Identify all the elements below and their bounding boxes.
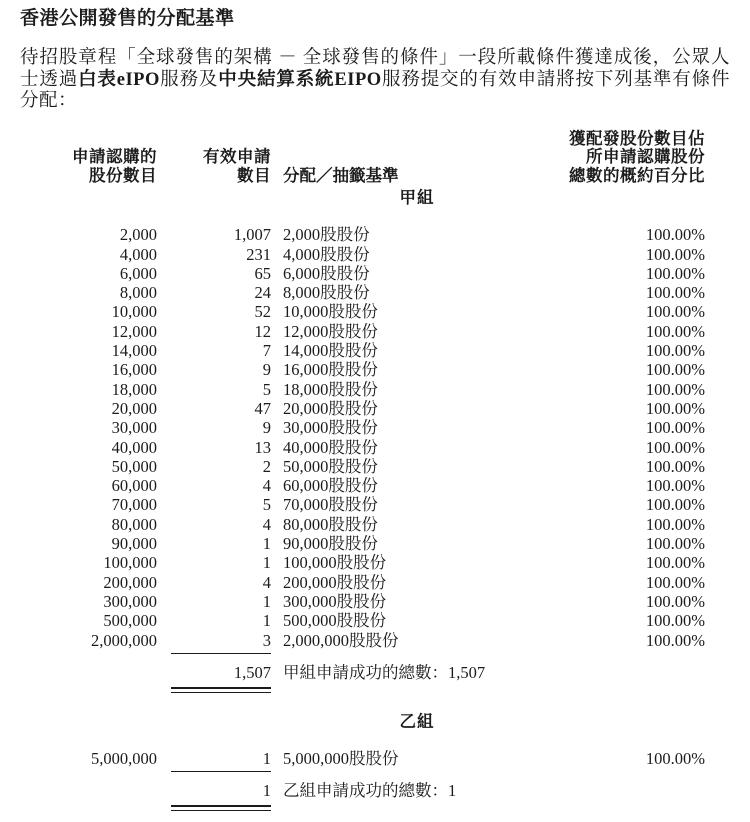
cell-valid-applications: 1	[262, 611, 271, 631]
table-row	[20, 322, 705, 341]
group-b-heading	[20, 712, 705, 731]
cell-valid-applications: 24	[254, 283, 271, 303]
cell-basis: 18,000股股份	[283, 379, 378, 399]
table-row	[20, 302, 705, 321]
intro-text-post: 服務提交的有效申請將按下列基準有條件分配：	[20, 69, 730, 111]
cell-shares-applied: 18,000	[111, 379, 157, 399]
cell-basis: 90,000股股份	[283, 534, 378, 554]
cell-basis: 60,000股股份	[283, 476, 378, 496]
cell-shares-applied: 50,000	[111, 456, 157, 476]
cell-basis: 40,000股股份	[283, 437, 378, 457]
cell-percentage: 100.00%	[645, 553, 705, 573]
cell-percentage: 100.00%	[645, 398, 705, 418]
cell-percentage: 100.00%	[645, 418, 705, 438]
cell-percentage: 100.00%	[645, 534, 705, 554]
cell-shares-applied: 14,000	[111, 341, 157, 361]
cell-basis: 200,000股股份	[283, 572, 387, 592]
table-row	[20, 399, 705, 418]
table-row	[20, 495, 705, 514]
cell-percentage: 100.00%	[645, 283, 705, 303]
table-row	[20, 380, 705, 399]
cell-basis: 50,000股股份	[283, 456, 378, 476]
cell-shares-applied: 12,000	[111, 321, 157, 341]
group-b-total-count: 1	[262, 780, 271, 800]
cell-valid-applications: 1	[262, 748, 271, 768]
cell-valid-applications: 1	[262, 591, 271, 611]
cell-valid-applications: 1	[262, 553, 271, 573]
cell-percentage: 100.00%	[645, 341, 705, 361]
table-row	[20, 438, 705, 457]
table-row	[20, 592, 705, 611]
cell-percentage: 100.00%	[645, 437, 705, 457]
cell-shares-applied: 90,000	[111, 534, 157, 554]
cell-valid-applications: 65	[254, 263, 271, 283]
cell-shares-applied: 80,000	[111, 514, 157, 534]
cell-valid-applications: 4	[262, 476, 271, 496]
cell-shares-applied: 6,000	[119, 263, 157, 283]
cell-percentage: 100.00%	[645, 456, 705, 476]
cell-valid-applications: 47	[254, 398, 271, 418]
cell-percentage: 100.00%	[645, 572, 705, 592]
group-b-total-label: 乙組申請成功的總數：1	[283, 780, 457, 800]
cell-shares-applied: 4,000	[119, 244, 157, 264]
cell-percentage: 100.00%	[645, 379, 705, 399]
cell-shares-applied: 10,000	[111, 302, 157, 322]
group-a-subtotal-rule	[20, 653, 705, 654]
cell-percentage: 100.00%	[645, 611, 705, 631]
group-b-label: 乙組	[399, 712, 435, 732]
cell-basis: 80,000股股份	[283, 514, 378, 534]
cell-valid-applications: 4	[262, 514, 271, 534]
table-row	[20, 611, 705, 630]
intro-text-pre: 待招股章程「全球發售的架構 － 全球發售的條件」一段所載條件獲達成後，公眾人士透過	[20, 48, 730, 90]
cell-shares-applied: 300,000	[103, 591, 157, 611]
cell-basis: 30,000股股份	[283, 418, 378, 438]
cell-basis: 16,000股股份	[283, 360, 378, 380]
table-row	[20, 264, 705, 283]
group-b-rows	[20, 749, 705, 768]
table-row	[20, 283, 705, 302]
cell-valid-applications: 13	[254, 437, 271, 457]
table-row	[20, 341, 705, 360]
cell-percentage: 100.00%	[645, 495, 705, 515]
cell-basis: 4,000股股份	[283, 244, 370, 264]
cell-basis: 10,000股股份	[283, 302, 378, 322]
header-approx-percentage: 獲配發股份數目佔 所申請認購股份 總數的概約百分比	[569, 128, 705, 185]
single-rule	[171, 771, 271, 772]
cell-percentage: 100.00%	[645, 321, 705, 341]
cell-valid-applications: 1,007	[233, 225, 271, 245]
cell-shares-applied: 16,000	[111, 360, 157, 380]
intro-bold-ccass-eipo: 中央結算系統EIPO	[218, 69, 382, 90]
header-valid-applications: 有效申請 數目	[203, 147, 271, 185]
cell-percentage: 100.00%	[645, 630, 705, 650]
cell-basis: 20,000股股份	[283, 398, 378, 418]
cell-valid-applications: 231	[246, 244, 271, 264]
cell-shares-applied: 60,000	[111, 476, 157, 496]
cell-shares-applied: 70,000	[111, 495, 157, 515]
intro-paragraph	[20, 48, 730, 113]
group-b-total-row	[20, 781, 705, 800]
cell-valid-applications: 5	[262, 379, 271, 399]
table-row	[20, 553, 705, 572]
cell-percentage: 100.00%	[645, 514, 705, 534]
cell-percentage: 100.00%	[645, 225, 705, 245]
cell-valid-applications: 1	[262, 534, 271, 554]
table-row	[20, 534, 705, 553]
cell-shares-applied: 2,000,000	[91, 630, 157, 650]
cell-percentage: 100.00%	[645, 476, 705, 496]
cell-shares-applied: 100,000	[103, 553, 157, 573]
cell-percentage: 100.00%	[645, 263, 705, 283]
cell-valid-applications: 2	[262, 456, 271, 476]
group-a-label: 甲組	[399, 188, 435, 207]
cell-valid-applications: 9	[262, 360, 271, 380]
cell-valid-applications: 52	[254, 302, 271, 322]
cell-valid-applications: 4	[262, 572, 271, 592]
group-a-rows	[20, 225, 705, 650]
cell-valid-applications: 5	[262, 495, 271, 515]
header-basis-of-allocation: 分配／抽籤基準	[283, 165, 399, 185]
cell-basis: 2,000股股份	[283, 225, 370, 245]
group-b-total-double-rule	[20, 805, 705, 812]
table-row	[20, 418, 705, 437]
group-a-total-count: 1,507	[233, 662, 271, 682]
allocation-table	[20, 130, 705, 812]
intro-bold-white-form-eipo: 白表eIPO	[78, 69, 160, 90]
table-row	[20, 749, 705, 768]
cell-basis: 500,000股股份	[283, 611, 387, 631]
cell-valid-applications: 7	[262, 341, 271, 361]
intro-text-mid: 服務及	[159, 69, 219, 90]
cell-basis: 300,000股股份	[283, 591, 387, 611]
cell-basis: 8,000股股份	[283, 283, 370, 303]
page-title: 香港公開發售的分配基準	[20, 8, 235, 29]
group-b-subtotal-rule	[20, 771, 705, 772]
cell-percentage: 100.00%	[645, 244, 705, 264]
cell-valid-applications: 12	[254, 321, 271, 341]
table-row	[20, 360, 705, 379]
cell-shares-applied: 30,000	[111, 418, 157, 438]
double-rule	[171, 805, 271, 812]
table-row	[20, 573, 705, 592]
table-row	[20, 631, 705, 650]
table-row	[20, 225, 705, 244]
cell-shares-applied: 40,000	[111, 437, 157, 457]
cell-basis: 12,000股股份	[283, 321, 378, 341]
group-a-heading	[20, 188, 705, 207]
table-row	[20, 457, 705, 476]
double-rule	[171, 687, 271, 694]
table-row	[20, 245, 705, 264]
cell-percentage: 100.00%	[645, 748, 705, 768]
cell-shares-applied: 20,000	[111, 398, 157, 418]
group-a-total-row	[20, 663, 705, 682]
table-row	[20, 476, 705, 495]
single-rule	[171, 653, 271, 654]
cell-basis: 70,000股股份	[283, 495, 378, 515]
group-a-total-double-rule	[20, 687, 705, 694]
cell-shares-applied: 200,000	[103, 572, 157, 592]
cell-valid-applications: 3	[262, 630, 271, 650]
cell-valid-applications: 9	[262, 418, 271, 438]
cell-percentage: 100.00%	[645, 360, 705, 380]
cell-basis: 14,000股股份	[283, 341, 378, 361]
cell-shares-applied: 2,000	[119, 225, 157, 245]
cell-basis: 5,000,000股股份	[283, 748, 399, 768]
cell-basis: 6,000股股份	[283, 263, 370, 283]
cell-percentage: 100.00%	[645, 591, 705, 611]
cell-percentage: 100.00%	[645, 302, 705, 322]
cell-basis: 100,000股股份	[283, 553, 387, 573]
table-header-row	[20, 130, 705, 186]
cell-shares-applied: 5,000,000	[91, 748, 157, 768]
cell-basis: 2,000,000股股份	[283, 630, 399, 650]
table-row	[20, 515, 705, 534]
header-shares-applied: 申請認購的 股份數目	[72, 147, 157, 185]
cell-shares-applied: 8,000	[119, 283, 157, 303]
cell-shares-applied: 500,000	[103, 611, 157, 631]
group-a-total-label: 甲組申請成功的總數：1,507	[283, 662, 486, 682]
